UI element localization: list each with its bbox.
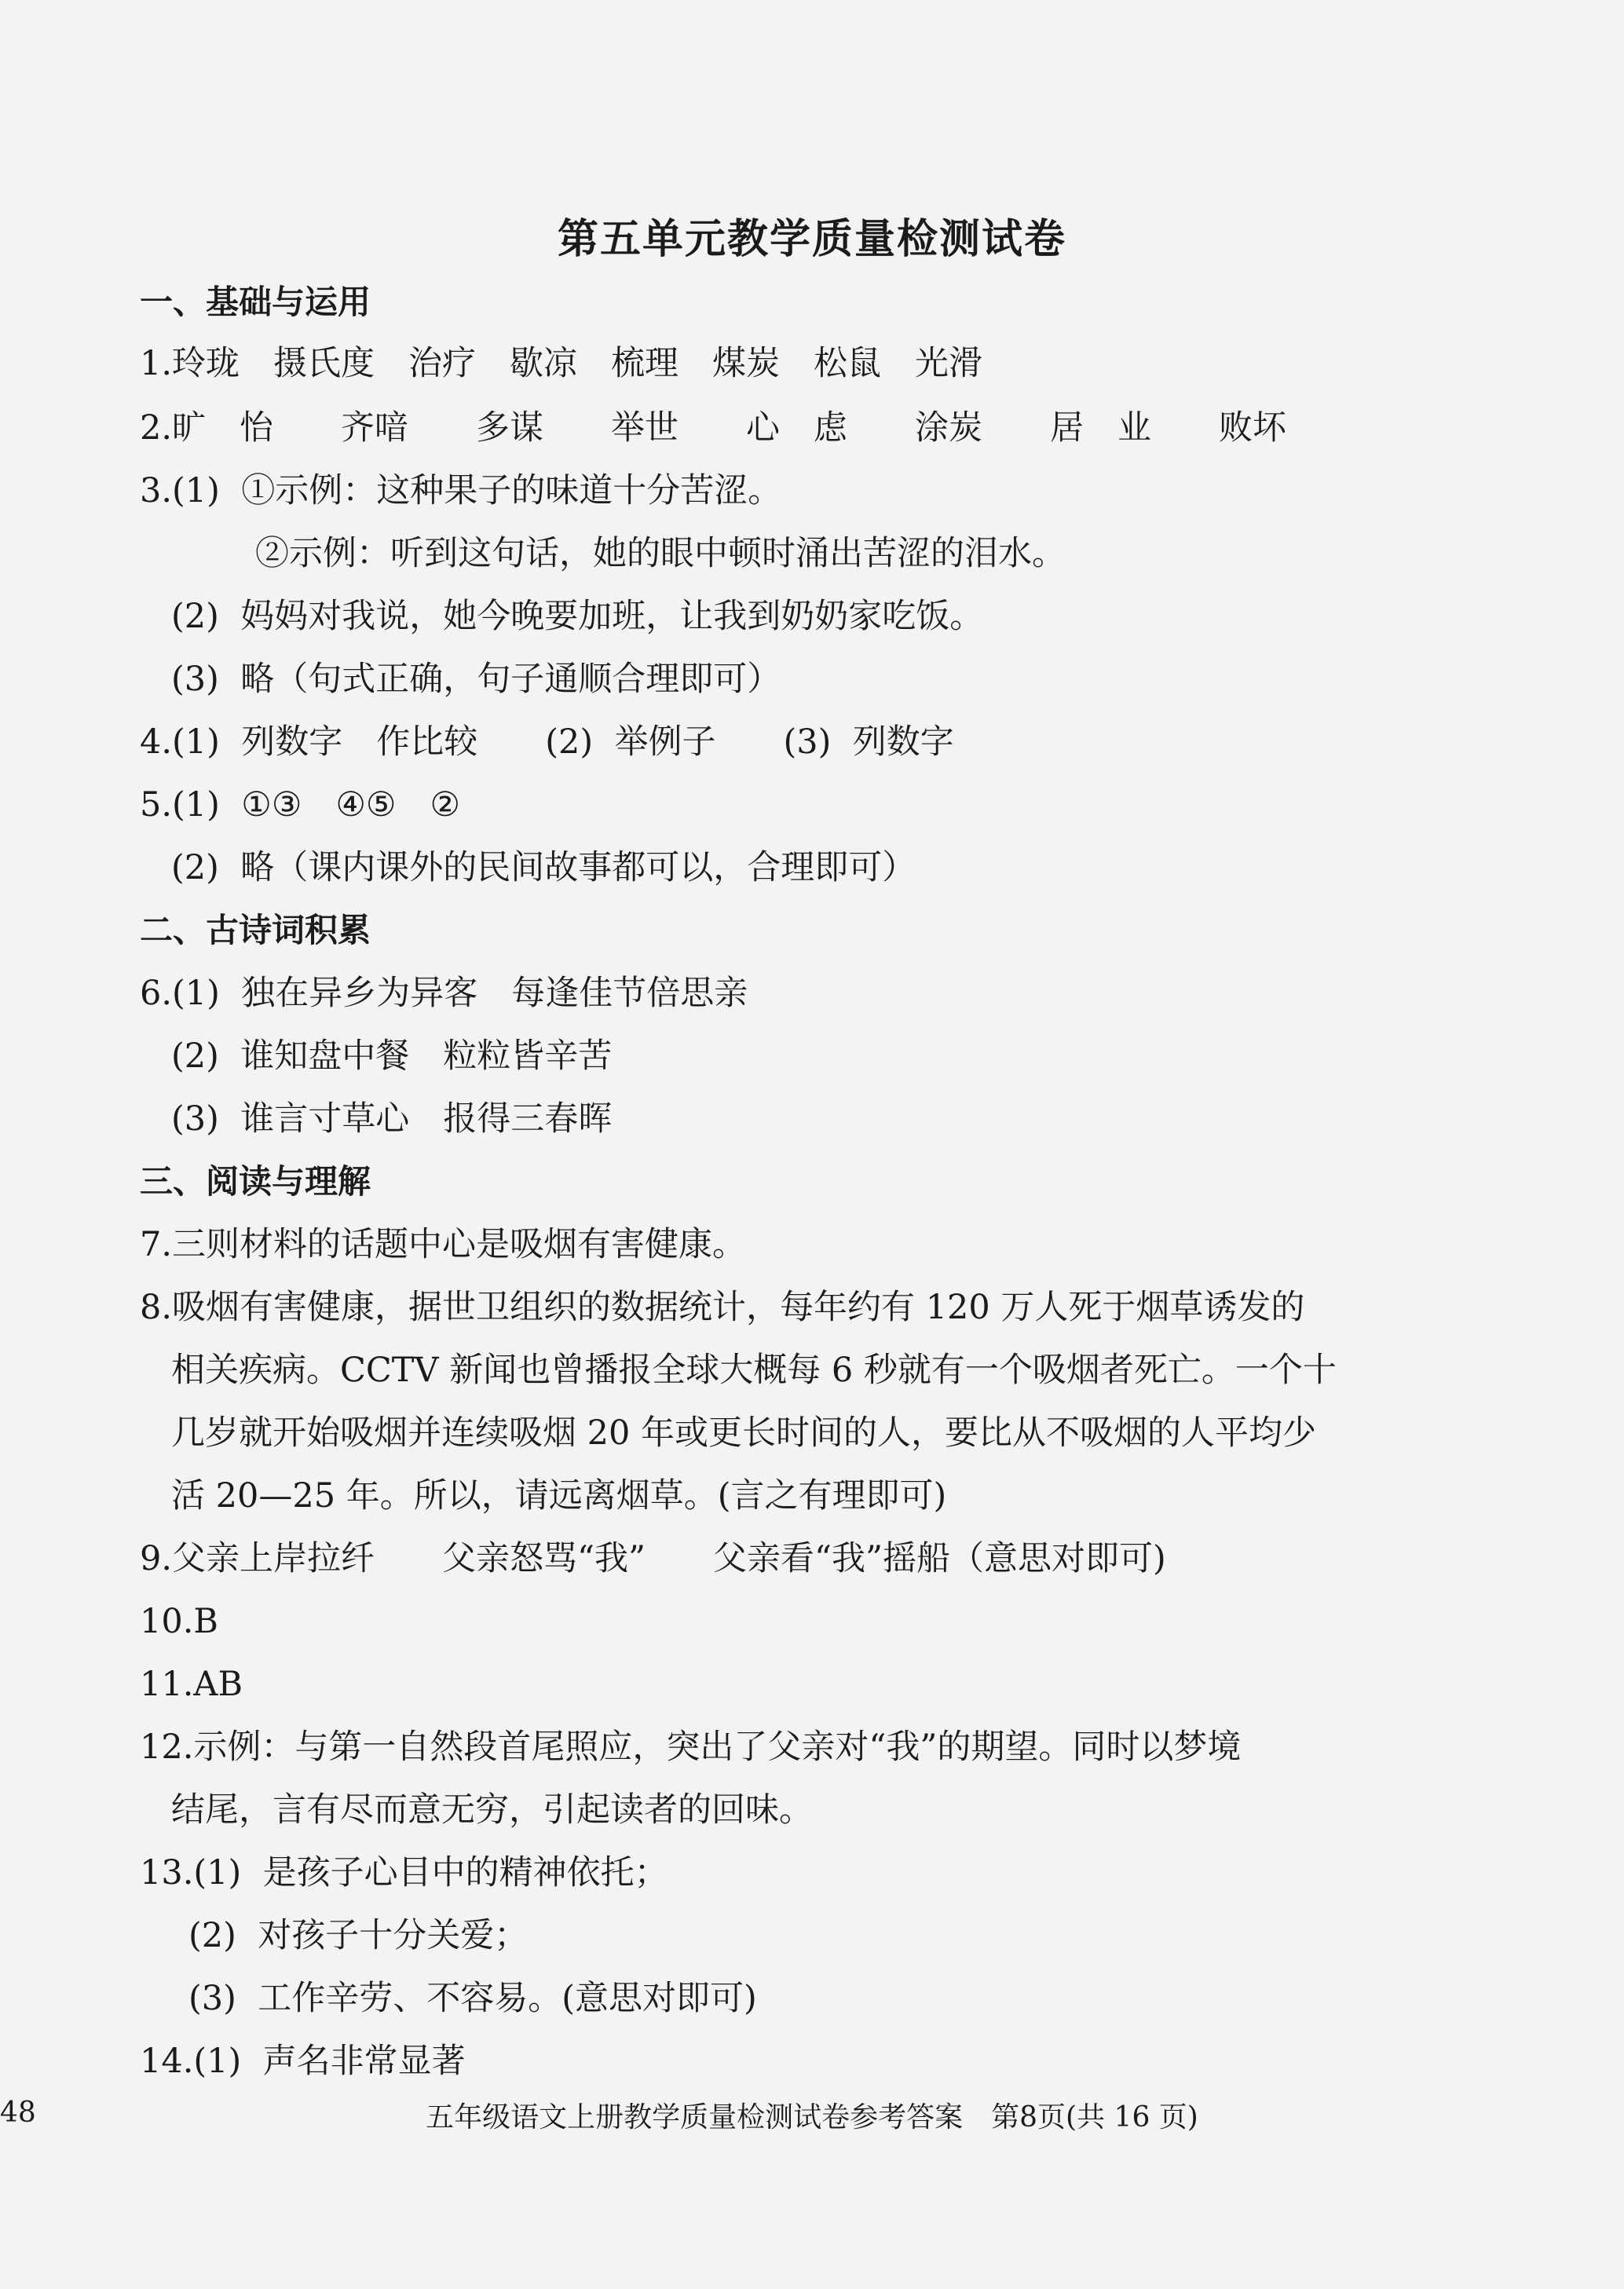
answer-line-13-2: (2) 对孩子十分关爱； <box>188 1916 529 1955</box>
section-heading-basics: 一、基础与运用 <box>140 283 371 321</box>
answer-line-8-d: 活 20—25 年。所以，请远离烟草。(言之有理即可) <box>171 1476 947 1516</box>
answer-line-3-1-b: ②示例：听到这句话，她的眼中顿时涌出苦涩的泪水。 <box>255 534 1066 573</box>
answer-line-5-1: 5.(1) ①③ ④⑤ ② <box>140 785 461 825</box>
answer-line-1: 1.玲珑 摄氏度 治疗 歇凉 梳理 煤炭 松鼠 光滑 <box>140 344 983 383</box>
answer-line-7: 7.三则材料的话题中心是吸烟有害健康。 <box>140 1225 747 1264</box>
answer-line-13-1: 13.(1) 是孩子心目中的精神依托； <box>140 1853 668 1892</box>
answer-line-13-3: (3) 工作辛劳、不容易。(意思对即可) <box>188 1979 757 2018</box>
page-footer: 五年级语文上册教学质量检测试卷参考答案 第8页(共 16 页) <box>426 2101 1198 2134</box>
answer-line-3-1-a: 3.(1) ①示例：这种果子的味道十分苦涩。 <box>140 471 782 510</box>
answer-line-3-3: (3) 略（句式正确，句子通顺合理即可） <box>171 660 781 699</box>
answer-line-3-2: (2) 妈妈对我说，她今晚要加班，让我到奶奶家吃饭。 <box>171 597 984 636</box>
page-title: 第五单元教学质量检测试卷 <box>557 215 1066 263</box>
answer-line-8-a: 8.吸烟有害健康，据世卫组织的数据统计，每年约有 120 万人死于烟草诱发的 <box>140 1288 1305 1327</box>
answer-line-6-1: 6.(1) 独在异乡为异客 每逢佳节倍思亲 <box>140 974 748 1013</box>
answer-line-2: 2.旷 怡 齐喑 多谋 举世 心 虑 涂炭 居 业 败坏 <box>140 408 1287 448</box>
answer-line-8-b: 相关疾病。CCTV 新闻也曾播报全球大概每 6 秒就有一个吸烟者死亡。一个十 <box>171 1351 1337 1390</box>
answer-line-9: 9.父亲上岸拉纤 父亲怒骂“我” 父亲看“我”摇船（意思对即可) <box>140 1539 1166 1578</box>
page-number: 48 <box>0 2097 36 2129</box>
answer-line-12-b: 结尾，言有尽而意无穷，引起读者的回味。 <box>171 1790 813 1830</box>
answer-line-5-2: (2) 略（课内课外的民间故事都可以，合理即可） <box>171 848 916 887</box>
answer-line-10: 10.B <box>140 1602 218 1641</box>
answer-line-11: 11.AB <box>140 1665 243 1704</box>
answer-line-6-3: (3) 谁言寸草心 报得三春晖 <box>171 1099 613 1139</box>
answer-line-6-2: (2) 谁知盘中餐 粒粒皆辛苦 <box>171 1037 613 1076</box>
answer-line-12-a: 12.示例：与第一自然段首尾照应，突出了父亲对“我”的期望。同时以梦境 <box>140 1728 1242 1767</box>
section-heading-poetry: 二、古诗词积累 <box>140 911 371 949</box>
answer-line-14-1: 14.(1) 声名非常显著 <box>140 2042 466 2081</box>
answer-line-4: 4.(1) 列数字 作比较 (2) 举例子 (3) 列数字 <box>140 722 954 762</box>
section-heading-reading: 三、阅读与理解 <box>140 1162 371 1201</box>
answer-line-8-c: 几岁就开始吸烟并连续吸烟 20 年或更长时间的人，要比从不吸烟的人平均少 <box>171 1413 1317 1453</box>
